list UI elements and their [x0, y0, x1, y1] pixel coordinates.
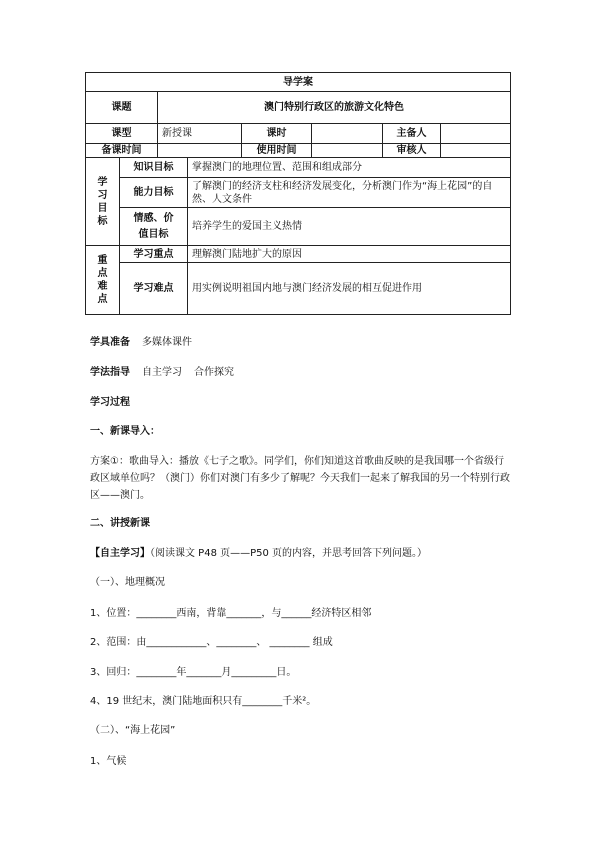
sub2-title: （二）、“海上花园” [90, 725, 176, 736]
reviewer-value [441, 144, 511, 158]
emotion-value: 培养学生的爱国主义热情 [188, 208, 511, 246]
difficulty-label: 学习难点 [120, 263, 188, 315]
knowledge-label: 知识目标 [120, 158, 188, 178]
ability-label: 能力目标 [120, 178, 188, 208]
section1-title: 一、新课导入： [90, 426, 160, 437]
process-title: 学习过程 [90, 397, 130, 408]
keys-side-label: 重 点 难 点 [86, 246, 120, 315]
method-line [90, 364, 234, 381]
self-study-label: 【自主学习】 [90, 548, 150, 559]
tools-value: 多媒体课件 [142, 337, 192, 348]
hours-label: 课时 [242, 124, 312, 144]
key-point-label: 学习重点 [120, 246, 188, 263]
emotion-label: 情感、价 值目标 [120, 208, 188, 246]
type-value: 新授课 [158, 124, 242, 144]
topic-value: 澳门特别行政区的旅游文化特色 [158, 92, 511, 124]
method-value-2: 合作探究 [194, 367, 234, 378]
goals-side-label: 学 习 目 标 [86, 158, 120, 246]
self-study-line [90, 545, 427, 562]
question-1: 1、位置：________西南，背靠_______，与______经济特区相邻 [90, 608, 372, 619]
method-label: 学法指导 [90, 367, 130, 378]
hours-value [312, 124, 383, 144]
ability-value: 了解澳门的经济支柱和经济发展变化，分析澳门作为“海上花园”的自然、人文条件 [188, 178, 511, 208]
topic-label: 课题 [86, 92, 158, 124]
sub1-title: （一）、地理概况 [90, 577, 165, 588]
lesson-plan-table [85, 72, 511, 315]
prep-time-label: 备课时间 [86, 144, 158, 158]
author-label: 主备人 [383, 124, 441, 144]
question-5: 1、气候 [90, 756, 127, 767]
type-label: 课型 [86, 124, 158, 144]
self-study-text: （阅读课文 P48 页——P50 页的内容，并思考回答下列问题。） [150, 548, 428, 559]
difficulty-value: 用实例说明祖国内地与澳门经济发展的相互促进作用 [188, 263, 511, 315]
tools-line [90, 334, 192, 351]
method-value-1: 自主学习 [142, 367, 182, 378]
question-2: 2、范围：由____________、________、 ________ 组成 [90, 637, 333, 648]
key-point-value: 理解澳门陆地扩大的原因 [188, 246, 511, 263]
table-title: 导学案 [86, 73, 511, 92]
use-time-label: 使用时间 [242, 144, 312, 158]
author-value [441, 124, 511, 144]
question-3: 3、回归：________年_______月_________日。 [90, 667, 297, 678]
section1-text: 方案①：歌曲导入：播放《七子之歌》。同学们，你们知道这首歌曲反映的是我国哪一个省级行政区域单位吗？（澳门）你们对澳门有多少了解呢？今天我们一起来了解我国的另一个特别行政区——澳门。 [90, 456, 510, 501]
question-4: 4、19 世纪末，澳门陆地面积只有________千米²。 [90, 696, 317, 707]
tools-label: 学具准备 [90, 337, 130, 348]
reviewer-label: 审核人 [383, 144, 441, 158]
knowledge-value: 掌握澳门的地理位置、范围和组成部分 [188, 158, 511, 178]
prep-time-value [158, 144, 242, 158]
section2-title: 二、讲授新课 [90, 518, 150, 529]
use-time-value [312, 144, 383, 158]
